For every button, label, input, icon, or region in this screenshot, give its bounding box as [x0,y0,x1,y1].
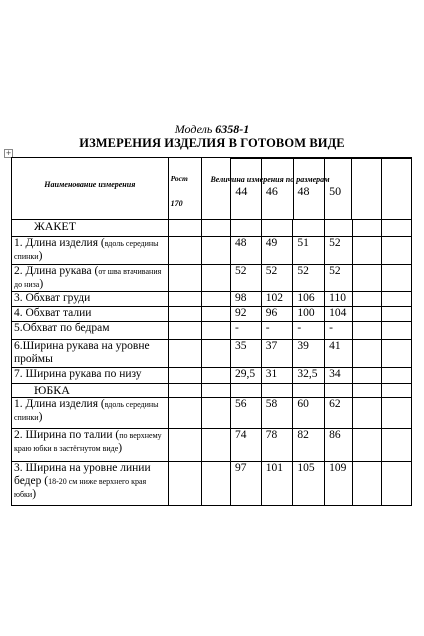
size-value-cell: 56 [231,398,262,429]
row-name-part: ) [38,411,43,423]
model-label: Модель [174,122,213,136]
row-name: 3. Обхват груди [12,292,169,307]
empty-cell [202,384,231,398]
col-values-header: Величина измерения по размерам [210,175,330,184]
size-value-cell: - [325,322,353,340]
empty-cell [168,340,202,368]
table-body [12,158,412,506]
size-value-cell: 49 [261,237,293,265]
empty-cell [325,220,353,237]
height-value: 170 [170,199,183,208]
size-value-cell: 82 [293,429,325,462]
row-name-part: 2. Длина рукава ( [14,265,99,277]
size-value-cell: 100 [293,307,325,322]
model-number: 6358-1 [215,122,250,136]
size-value-cell: 31 [261,368,293,384]
size-value-cell: 52 [261,265,293,292]
size-value-cell: 32,5 [293,368,325,384]
model-title [0,122,424,137]
empty-cell [382,237,412,265]
size-value-cell: 39 [293,340,325,368]
empty-cell [352,429,382,462]
row-name-part: вдоль середины спинки [14,239,159,261]
row-name-part: от шва втачивания до низа [14,267,162,289]
size-value-cell: 109 [325,462,353,506]
empty-cell [382,220,412,237]
empty-cell [231,384,262,398]
empty-cell [168,398,202,429]
empty-cell [202,292,231,307]
section-skirt: ЮБКА [12,384,169,398]
empty-cell [168,265,202,292]
size-value-cell: 110 [325,292,353,307]
table-row [12,462,412,506]
empty-cell [352,265,382,292]
row-name-part: 2. Ширина по талии ( [14,429,120,441]
section-row-jacket [12,220,412,237]
size-value-cell: 92 [231,307,262,322]
empty-cell [202,265,231,292]
empty-cell [168,292,202,307]
size-value-cell: 52 [231,265,262,292]
empty-cell [352,368,382,384]
empty-cell [352,292,382,307]
row-name: 7. Ширина рукава по низу [12,368,169,384]
size-value-cell: 29,5 [231,368,262,384]
empty-cell [261,384,293,398]
empty-cell [202,340,231,368]
row-name-part: 1. Длина изделия ( [14,237,105,249]
empty-cell [382,292,412,307]
empty-cell [382,307,412,322]
empty-cell [352,322,382,340]
empty-cell [168,307,202,322]
size-value-cell: - [231,322,262,340]
row-name [12,265,169,292]
size-value-cell: 35 [231,340,262,368]
table-row [12,429,412,462]
row-name [12,462,169,506]
row-name-part: 1. Длина изделия ( [14,398,105,410]
table-row [12,307,412,322]
size-value-cell: 52 [325,265,353,292]
row-name-part: вдоль середины спинки [14,400,159,422]
empty-cell [352,340,382,368]
empty-cell [293,220,325,237]
empty-cell [352,237,382,265]
size-value-cell: 41 [325,340,353,368]
empty-cell [168,384,202,398]
values-header-cell [202,158,412,220]
table-row [12,398,412,429]
empty-cell [202,307,231,322]
size-value-cell: - [293,322,325,340]
empty-cell [202,429,231,462]
size-value-cell: 96 [261,307,293,322]
section-jacket: ЖАКЕТ [12,220,169,237]
row-name-part: 48 [297,184,310,198]
empty-cell [382,398,412,429]
section-row-skirt [12,384,412,398]
empty-cell [382,462,412,506]
size-value-cell: 34 [325,368,353,384]
size-value-cell: 58 [261,398,293,429]
row-name: 6.Ширина рукава на уровне проймы [12,340,169,368]
size-value-cell: 102 [261,292,293,307]
size-value-cell: 48 [231,237,262,265]
table-row [12,292,412,307]
empty-cell [202,462,231,506]
empty-cell [202,237,231,265]
size-value-cell: 101 [261,462,293,506]
empty-cell [352,462,382,506]
table-row [12,265,412,292]
empty-cell [168,322,202,340]
row-name-part: 46 [265,184,278,198]
size-value-cell: 74 [231,429,262,462]
row-name [12,237,169,265]
row-name [12,398,169,429]
size-value-cell: 97 [231,462,262,506]
empty-cell [202,322,231,340]
empty-cell [382,384,412,398]
empty-cell [352,384,382,398]
col-name-header: Наименование измерения [12,158,169,220]
size-value-cell: 51 [293,237,325,265]
row-name-part: 44 [235,184,248,198]
empty-cell [352,220,382,237]
row-name-part: 3. Ширина на уровне линии бедер ( [14,462,151,487]
row-name-part: ) [38,250,43,262]
empty-cell [382,340,412,368]
empty-cell [168,429,202,462]
size-value-cell: 78 [261,429,293,462]
table-move-handle-icon[interactable]: + [5,149,12,157]
row-name-part: 18-20 см ниже верхнего края юбки [14,477,147,499]
height-label: Рост [170,174,188,183]
empty-cell [382,322,412,340]
size-value-cell: 86 [325,429,353,462]
table-row [12,237,412,265]
empty-cell [231,220,262,237]
size-value-cell: - [261,322,293,340]
empty-cell [382,265,412,292]
empty-cell [382,368,412,384]
row-name-part: ) [32,488,37,500]
col-height-header [168,158,202,220]
empty-cell [325,384,353,398]
size-value-cell: 52 [325,237,353,265]
empty-cell [261,220,293,237]
size-value-cell: 104 [325,307,353,322]
size-value-cell: 60 [293,398,325,429]
row-name: 5.Обхват по бедрам [12,322,169,340]
row-name-part: по верхнему краю юбки в застёгнутом виде [14,431,162,453]
size-value-cell: 98 [231,292,262,307]
empty-cell [168,368,202,384]
table-row [12,340,412,368]
empty-cell [168,237,202,265]
row-name-part: ) [39,278,44,290]
size-value-cell: 105 [293,462,325,506]
table-row [12,322,412,340]
row-name: 4. Обхват талии [12,307,169,322]
table-row [12,368,412,384]
empty-cell [168,220,202,237]
size-value-cell: 62 [325,398,353,429]
row-name-part: ) [118,442,123,454]
empty-cell [352,307,382,322]
empty-cell [352,398,382,429]
row-name [12,429,169,462]
empty-cell [202,398,231,429]
size-value-cell: 106 [293,292,325,307]
empty-cell [293,384,325,398]
page-title: ИЗМЕРЕНИЯ ИЗДЕЛИЯ В ГОТОВОМ ВИДЕ [79,136,345,150]
size-value-cell: 37 [261,340,293,368]
empty-cell [382,429,412,462]
empty-cell [168,462,202,506]
row-name-part: 50 [329,184,342,198]
empty-cell [202,368,231,384]
header-row [12,158,412,220]
size-value-cell: 52 [293,265,325,292]
empty-cell [202,220,231,237]
measurements-table [11,157,412,506]
